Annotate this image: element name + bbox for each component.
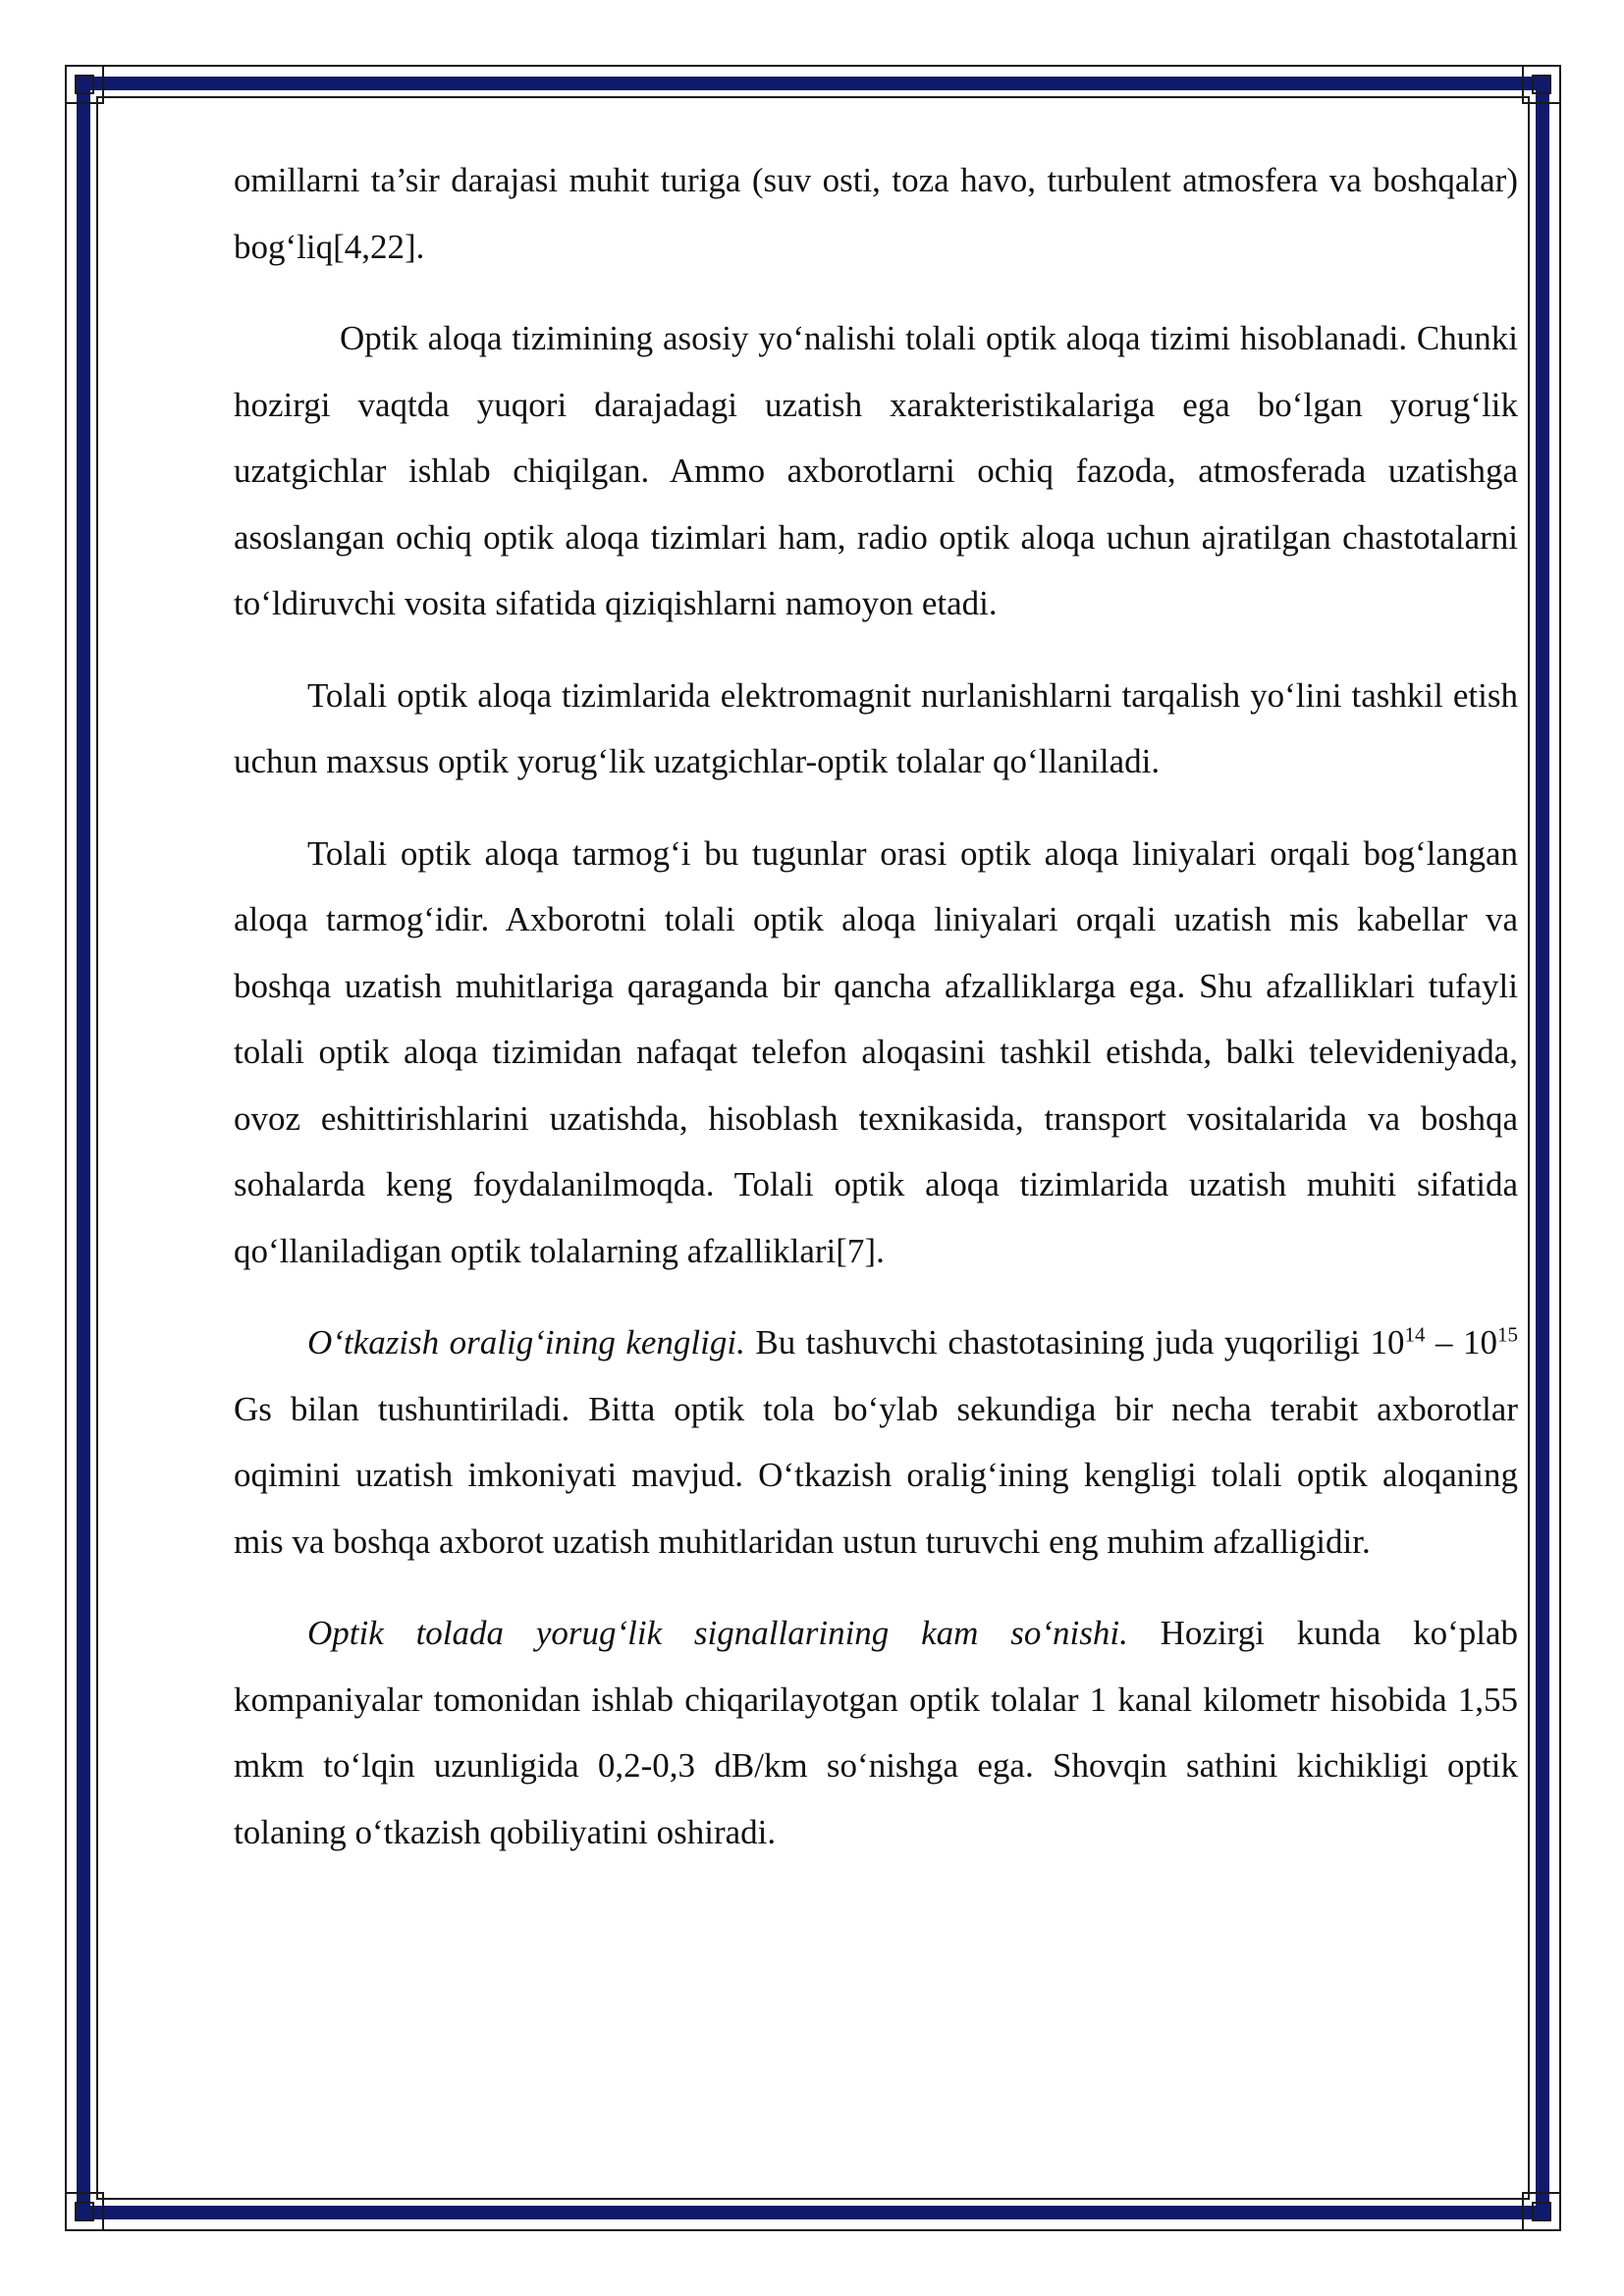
exponent-14: 14 bbox=[1404, 1322, 1426, 1347]
paragraph-text: Hozirgi kunda ko‘plab kompaniyalar tomonidan ishlab chiqarilayotgan optik tolalar 1 kanal kilometr hisobida 1,55 mkm to‘lqin uzunligida 0,2-0,3 dB/km so‘nishga ega. Shovqin sathini kichikligi optik tolaning o‘tkazish qobiliyatini oshiradi. bbox=[234, 1614, 1518, 1851]
paragraph-bandwidth bbox=[234, 1309, 1518, 1575]
exponent-15: 15 bbox=[1497, 1322, 1519, 1347]
paragraph-fiber-optic-systems: Tolali optik aloqa tizimlarida elektromagnit nurlanishlarni tarqalish yo‘lini tashkil etish uchun maxsus optik yorug‘lik uzatgichlar-optik tolalar qo‘llaniladi. bbox=[234, 675, 1518, 780]
document-body bbox=[234, 147, 1518, 1891]
paragraph-text: Bu tashuvchi chastotasining juda yuqoriligi 10 bbox=[744, 1323, 1405, 1362]
paragraph-heading-bandwidth: O‘tkazish oralig‘ining kengligi. bbox=[307, 1323, 745, 1362]
corner-ornament-top-right bbox=[1522, 65, 1561, 104]
corner-ornament-bottom-left bbox=[65, 2192, 104, 2231]
paragraph-continuation: omillarni ta’sir darajasi muhit turiga (suv osti, toza havo, turbulent atmosfera va boshqalar) bog‘liq[4,22]. bbox=[234, 161, 1518, 266]
paragraph-low-attenuation bbox=[234, 1600, 1518, 1865]
paragraph-optical-communication-direction: Optik aloqa tizimining asosiy yo‘nalishi tolali optik aloqa tizimi hisoblanadi. Chunki hozirgi vaqtda yuqori darajadagi uzatish xarakteristikalariga ega bo‘lgan yorug‘lik uzatgichlar ishlab chiqilgan. Ammo axborotlarni ochiq fazoda, atmosferada uzatishga asoslangan ochiq optik aloqa tizimlari ham, radio optik aloqa uchun ajratilgan chastotalarni to‘ldiruvchi vosita sifatida qiziqishlarni namoyon etadi. bbox=[234, 319, 1518, 622]
paragraph-text: Gs bilan tushuntiriladi. Bitta optik tola bo‘ylab sekundiga bir necha terabit axborotlar oqimini uzatish imkoniyati mavjud. O‘tkazish oralig‘ining kengligi tolali optik aloqaning mis va boshqa axborot uzatish muhitlaridan ustun turuvchi eng muhim afzalligidir. bbox=[234, 1389, 1518, 1561]
paragraph-heading-attenuation: Optik tolada yorug‘lik signallarining kam so‘nishi. bbox=[307, 1614, 1128, 1652]
paragraph-text: – 10 bbox=[1425, 1323, 1498, 1362]
corner-ornament-top-left bbox=[65, 65, 104, 104]
corner-ornament-bottom-right bbox=[1522, 2192, 1561, 2231]
paragraph-fiber-network-advantages: Tolali optik aloqa tarmog‘i bu tugunlar orasi optik aloqa liniyalari orqali bog‘langan aloqa tarmog‘idir. Axborotni tolali optik aloqa liniyalari orqali uzatish mis kabellar va boshqa uzatish muhitlariga qaraganda bir qancha afzalliklarga ega. Shu afzalliklari tufayli tolali optik aloqa tizimidan nafaqat telefon aloqasini tashkil etishda, balki televideniyada, ovoz eshittirishlarini uzatishda, hisoblash texnikasida, transport vositalarida va boshqa sohalarda keng foydalanilmoqda. Tolali optik aloqa tizimlarida uzatish muhiti sifatida qo‘llaniladigan optik tolalarning afzalliklari[7]. bbox=[234, 833, 1518, 1270]
